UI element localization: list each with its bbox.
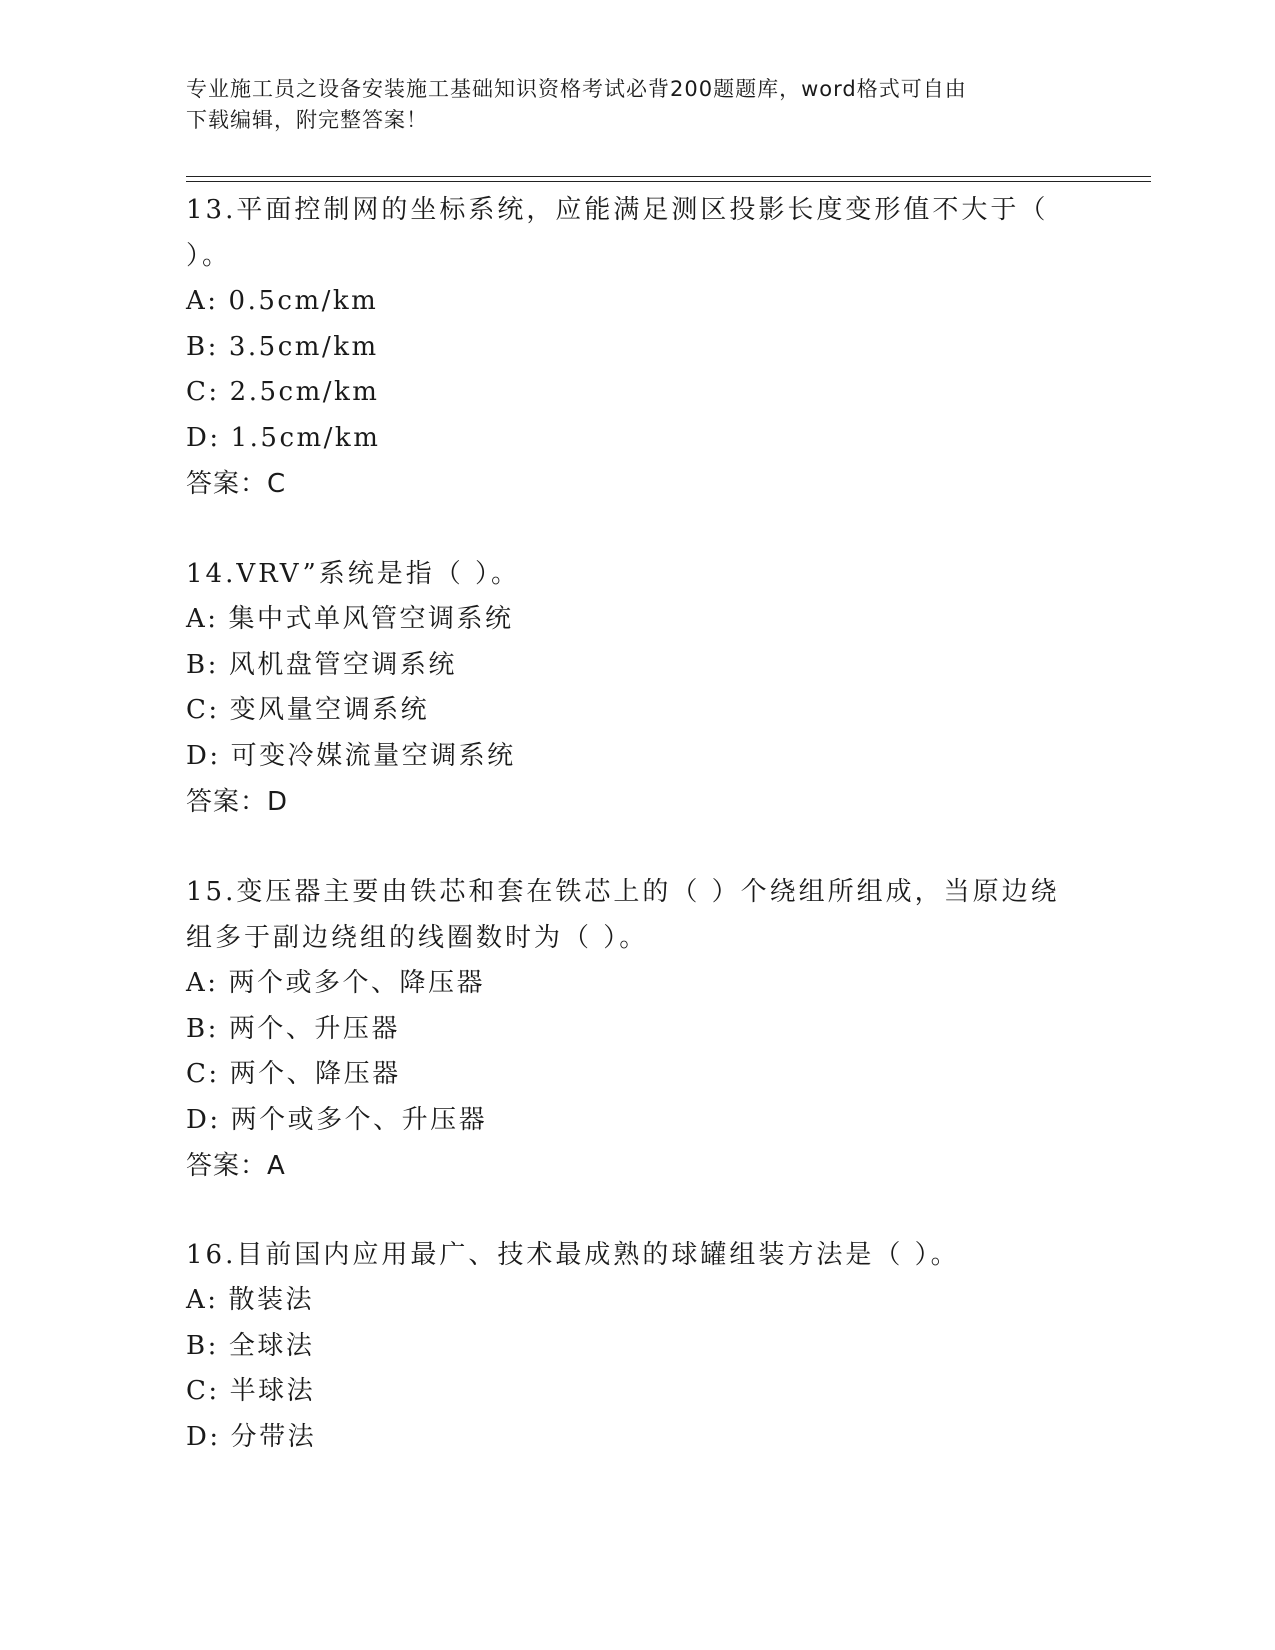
option-letter: B: [186, 1330, 219, 1361]
option-text: 变风量空调系统 [229, 695, 430, 725]
option-a [186, 597, 1066, 643]
option-letter: A: [186, 1285, 219, 1315]
option-c [186, 688, 1066, 734]
option-letter: A: [186, 968, 219, 998]
option-letter: D: [186, 422, 221, 453]
option-letter: D: [186, 1104, 221, 1135]
option-text: 集中式单风管空调系统 [228, 604, 514, 634]
header-line-2: 下载编辑，附完整答案！ [186, 108, 428, 132]
question-stem-line-2: ）。 [186, 241, 232, 271]
option-b [186, 1007, 1066, 1053]
question-stem-line-1: 16.目前国内应用最广、技术最成熟的球罐组装方法是（ ）。 [186, 1240, 960, 1270]
option-letter: A: [186, 286, 219, 316]
option-d [186, 1098, 1066, 1144]
question-stem-line-2: 组多于副边绕组的线圈数时为（ ）。 [186, 923, 649, 953]
option-c [186, 1052, 1066, 1098]
option-c [186, 370, 1066, 416]
option-letter: B: [186, 331, 219, 362]
option-a [186, 961, 1066, 1007]
option-b [186, 325, 1066, 371]
answer-line: 答案：A [186, 1151, 286, 1181]
option-letter: C: [186, 695, 220, 725]
question-stem-line-1: 14.VRV”系统是指（ ）。 [186, 559, 521, 589]
answer-line: 答案：C [186, 469, 287, 499]
option-text: 全球法 [228, 1330, 315, 1361]
option-text: 分带法 [230, 1421, 317, 1452]
question-14 [186, 551, 1066, 825]
option-text: 两个、降压器 [229, 1059, 401, 1089]
option-text: 两个或多个、降压器 [228, 968, 486, 998]
option-letter: B: [186, 649, 219, 680]
option-text: 散装法 [228, 1285, 315, 1315]
option-a [186, 1278, 1066, 1324]
option-b [186, 1324, 1066, 1370]
question-13 [186, 187, 1066, 507]
option-text: 两个或多个、升压器 [230, 1104, 488, 1135]
option-text: 3.5cm/km [228, 331, 379, 362]
option-text: 两个、升压器 [228, 1013, 400, 1044]
option-letter: D: [186, 740, 221, 771]
question-stem-line-1: 15.变压器主要由铁芯和套在铁芯上的（ ）个绕组所组成，当原边绕 [186, 877, 1060, 907]
option-letter: B: [186, 1013, 219, 1044]
option-text: 可变冷媒流量空调系统 [230, 740, 516, 771]
option-text: 半球法 [229, 1376, 316, 1406]
answer-line: 答案：D [186, 787, 289, 817]
document-header [186, 74, 1066, 136]
option-letter: C: [186, 1376, 220, 1406]
option-letter: D: [186, 1421, 221, 1452]
option-c [186, 1369, 1066, 1415]
header-divider-bottom [186, 181, 1151, 182]
option-text: 风机盘管空调系统 [228, 649, 457, 680]
option-letter: C: [186, 377, 220, 407]
option-text: 2.5cm/km [229, 377, 380, 407]
option-d [186, 1415, 1066, 1461]
option-d [186, 416, 1066, 462]
header-divider-top [186, 176, 1151, 177]
option-b [186, 643, 1066, 689]
option-a [186, 279, 1066, 325]
option-letter: C: [186, 1059, 220, 1089]
option-letter: A: [186, 604, 219, 634]
question-15 [186, 869, 1066, 1189]
question-16 [186, 1232, 1066, 1460]
option-d [186, 734, 1066, 780]
header-line-1: 专业施工员之设备安装施工基础知识资格考试必背200题题库，word格式可自由 [186, 77, 967, 101]
option-text: 1.5cm/km [230, 422, 381, 453]
question-stem-line-1: 13.平面控制网的坐标系统，应能满足测区投影长度变形值不大于（ [186, 195, 1049, 225]
option-text: 0.5cm/km [228, 286, 379, 316]
